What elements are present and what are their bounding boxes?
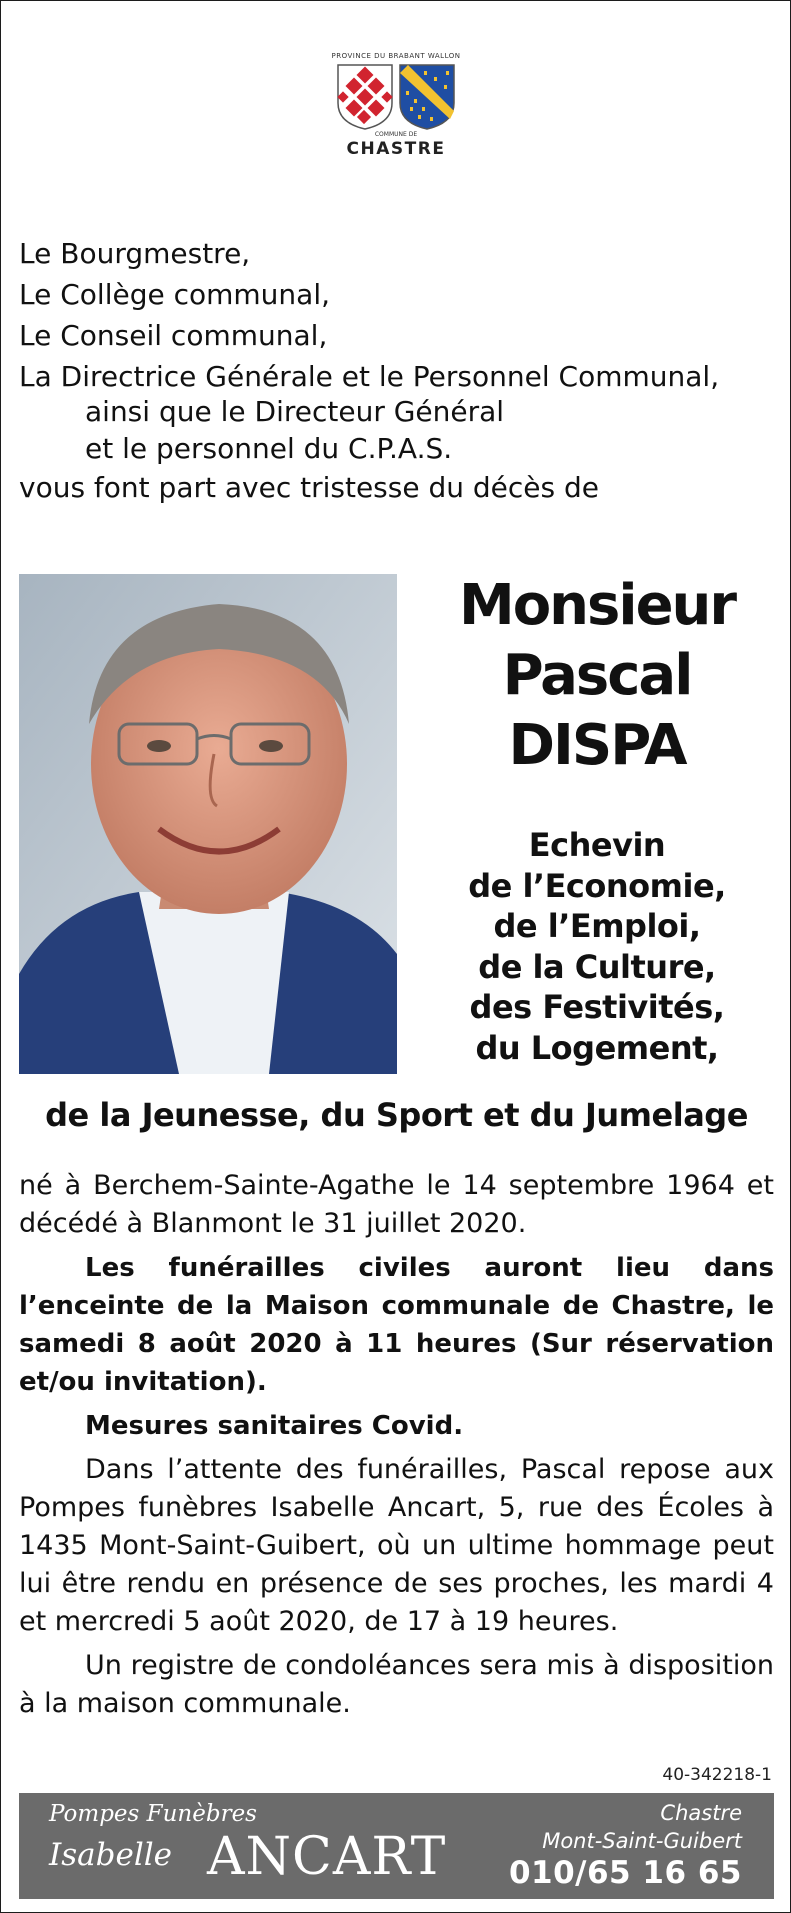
role-line: de l’Economie, (468, 866, 726, 905)
role-line: de la Culture, (478, 947, 716, 986)
intro-indented-line: ainsi que le Directeur Général (85, 395, 505, 428)
funeral-home-label: Pompes Funèbres (49, 1801, 257, 1827)
commune-label: COMMUNE DE (374, 131, 418, 138)
funeral-home-location-1: Chastre (660, 1801, 742, 1825)
role-line-last: de la Jeunesse, du Sport et du Jumelage (45, 1096, 748, 1134)
registry-paragraph: Un registre de condoléances sera mis à disposition à la maison communale. (19, 1650, 774, 1719)
repose-paragraph: Dans l’attente des funérailles, Pascal repose aux Pompes funèbres Isabelle Ancart, 5, rue des Écoles à 1435 Mont-Saint-Guibert, où un ultime hommage peut lui être rendu en présence de ses proches, les mardi 4 et mercredi 5 août 2020, de 17 à 19 heures. (19, 1454, 774, 1637)
funeral-home-phone: 010/65 16 65 (508, 1855, 742, 1891)
deceased-name (403, 571, 791, 781)
funeral-home-first-name: Isabelle (49, 1837, 173, 1873)
first-name: Pascal (502, 643, 692, 708)
town-name: CHASTRE (346, 139, 446, 159)
funeral-paragraph: Les funérailles civiles auront lieu dans l’enceinte de la Maison communale de Chastre, le samedi 8 août 2020 à 11 heures (Sur réservation et/ou invitation). (19, 1253, 774, 1397)
roles-list (403, 825, 791, 1068)
intro-line: Le Bourgmestre, (19, 237, 251, 270)
role-line: de l’Emploi, (493, 907, 701, 945)
intro-line: Le Conseil communal, (19, 319, 328, 352)
last-name: DISPA (508, 713, 686, 778)
notice-body (19, 1167, 774, 1723)
role-line: des Festivités, (469, 988, 725, 1026)
funeral-home-banner (19, 1793, 774, 1899)
civility: Monsieur (458, 573, 736, 638)
intro-indented-line: et le personnel du C.P.A.S. (85, 432, 453, 465)
covid-heading: Mesures sanitaires Covid. (85, 1411, 464, 1441)
commune-logo (321, 51, 471, 171)
portrait-image (19, 574, 397, 1074)
funeral-home-location-2: Mont-Saint-Guibert (542, 1829, 742, 1853)
role-line: Echevin (528, 826, 666, 864)
intro-line: Le Collège communal, (19, 278, 331, 311)
birth-death-paragraph: né à Berchem-Sainte-Agathe le 14 septembre 1964 et décédé à Blanmont le 31 juillet 2020. (19, 1170, 774, 1239)
coat-of-arms-icon (334, 63, 458, 131)
announcement-intro (19, 233, 719, 508)
province-label: PROVINCE DU BRABANT WALLON (331, 52, 461, 60)
reference-number: 40-342218-1 (662, 1765, 772, 1785)
intro-closing: vous font part avec tristesse du décès de (19, 471, 600, 504)
funeral-home-last-name: ANCART (207, 1827, 447, 1887)
intro-line: La Directrice Générale et le Personnel Communal, (19, 360, 720, 393)
portrait-photo (19, 574, 397, 1074)
role-line: du Logement, (475, 1028, 719, 1067)
